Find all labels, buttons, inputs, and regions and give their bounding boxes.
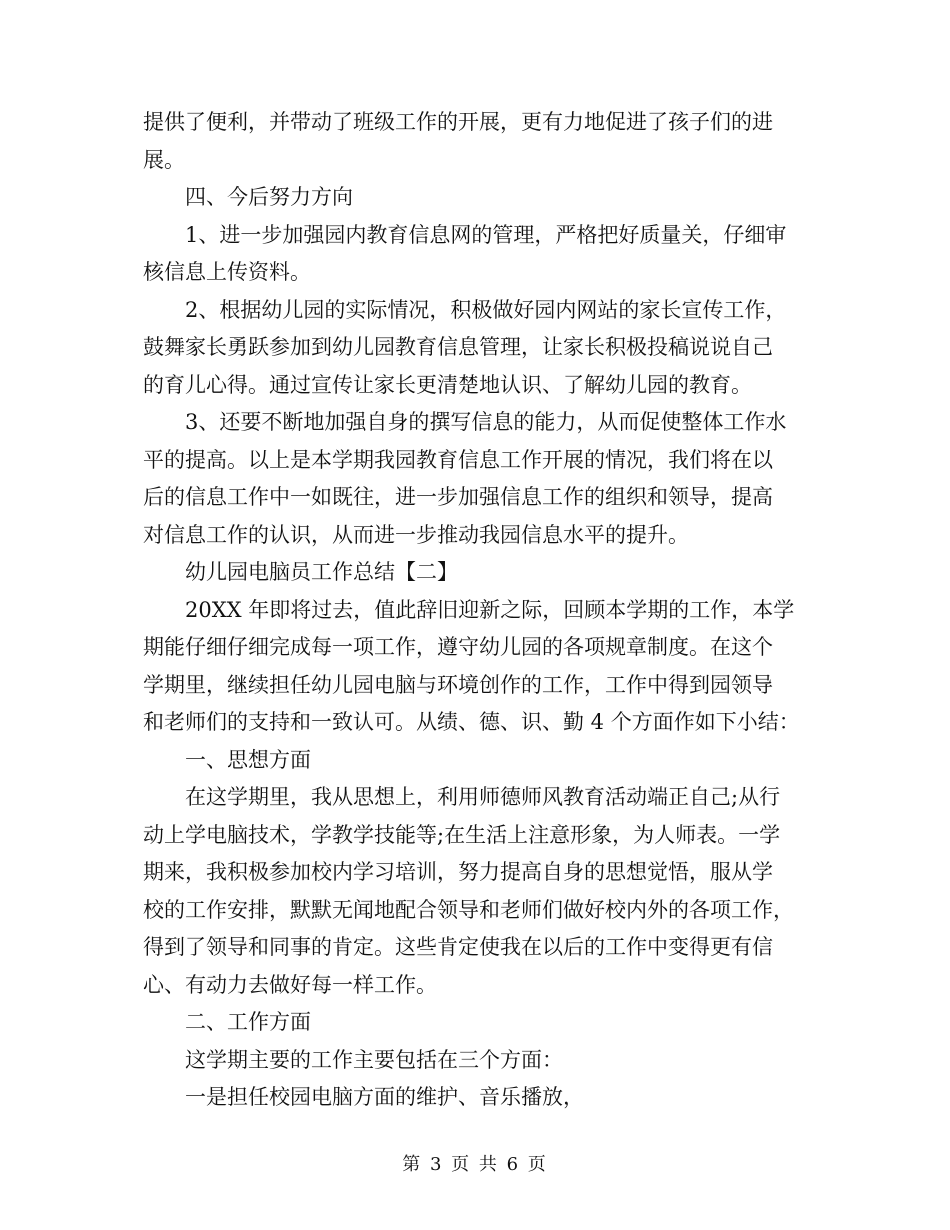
text-line: 展。	[143, 147, 185, 172]
text-line: 二、工作方面	[185, 1010, 311, 1034]
text-line: 和老师们的支持和一致认可。从绩、德、识、勤 4 个方面作如下小结：	[143, 710, 800, 734]
text-line: 得到了领导和同事的肯定。这些肯定使我在以后的工作中变得更有信	[143, 935, 773, 959]
text-line: 这学期主要的工作主要包括在三个方面：	[185, 1047, 563, 1072]
text-line: 期能仔细仔细完成每一项工作，遵守幼儿园的各项规章制度。在这个	[143, 635, 773, 659]
text-line: 心、有动力去做好每一样工作。	[143, 972, 437, 997]
text-line: 四、今后努力方向	[185, 185, 353, 209]
text-line: 1、进一步加强园内教育信息网的管理，严格把好质量关，仔细审	[185, 222, 787, 247]
text-line: 鼓舞家长勇跃参加到幼儿园教育信息管理，让家长积极投稿说说自己	[143, 335, 773, 359]
text-line: 核信息上传资料。	[143, 260, 311, 284]
document-body	[143, 104, 808, 1117]
text-line: 在这学期里，我从思想上，利用师德师风教育活动端正自己;从行	[185, 785, 781, 809]
text-line: 20XX 年即将过去，值此辞旧迎新之际，回顾本学期的工作，本学	[185, 597, 795, 622]
text-line: 校的工作安排，默默无闻地配合领导和老师们做好校内外的各项工作，	[143, 897, 794, 922]
text-line: 2、根据幼儿园的实际情况，积极做好园内网站的家长宣传工作，	[185, 297, 787, 322]
page-footer: 第 3 页 共 6 页	[402, 1154, 548, 1175]
text-line: 平的提高。以上是本学期我园教育信息工作开展的情况，我们将在以	[143, 447, 773, 472]
text-line: 学期里，继续担任幼儿园电脑与环境创作的工作，工作中得到园领导	[143, 672, 773, 697]
text-line: 的育儿心得。通过宣传让家长更清楚地认识、了解幼儿园的教育。	[143, 372, 752, 397]
text-line: 动上学电脑技术，学教学技能等;在生活上注意形象，为人师表。一学	[143, 822, 781, 847]
text-line: 提供了便利，并带动了班级工作的开展，更有力地促进了孩子们的进	[143, 110, 773, 134]
text-line: 一、思想方面	[185, 747, 311, 772]
text-line: 后的信息工作中一如既往，进一步加强信息工作的组织和领导，提高	[143, 485, 773, 509]
text-line: 一是担任校园电脑方面的维护、音乐播放，	[185, 1085, 584, 1109]
text-line: 幼儿园电脑员工作总结【二】	[185, 560, 458, 584]
text-line: 期来，我积极参加校内学习培训，努力提高自身的思想觉悟，服从学	[143, 860, 773, 884]
text-line: 3、还要不断地加强自身的撰写信息的能力，从而促使整体工作水	[185, 410, 787, 434]
text-line: 对信息工作的认识，从而进一步推动我园信息水平的提升。	[143, 522, 689, 547]
